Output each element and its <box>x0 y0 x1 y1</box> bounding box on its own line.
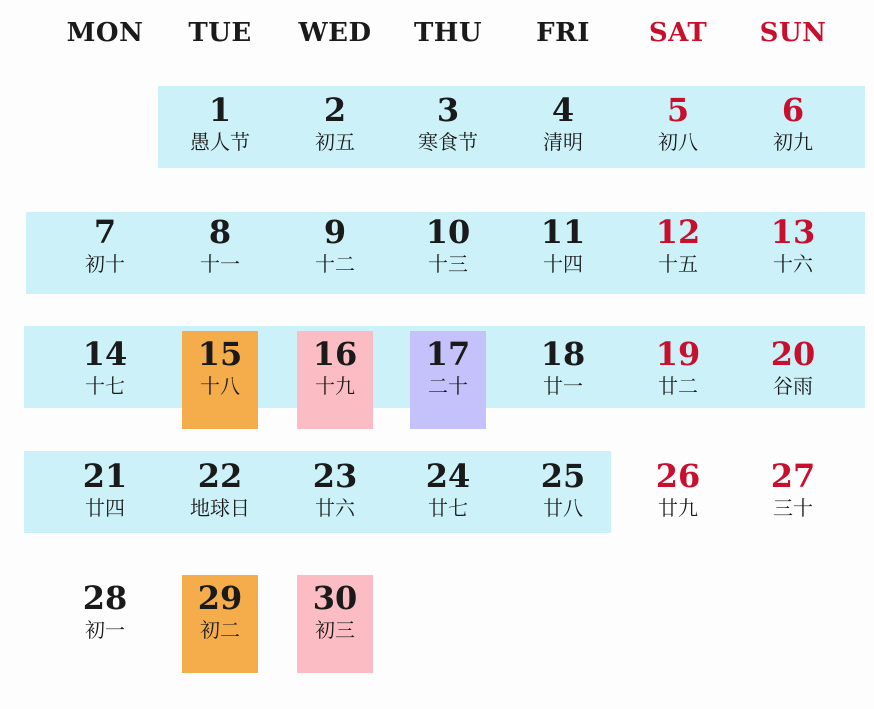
day-number: 11 <box>540 213 586 251</box>
lunar-label: 廿四 <box>85 496 125 520</box>
lunar-label: 初三 <box>315 618 355 642</box>
day-number: 30 <box>312 579 358 617</box>
day-cell[interactable] <box>623 458 733 520</box>
weekday-header-fri: FRI <box>536 18 590 48</box>
day-number: 8 <box>208 213 232 251</box>
lunar-label: 廿一 <box>543 374 583 398</box>
day-cell[interactable] <box>623 214 733 276</box>
lunar-label: 谷雨 <box>773 374 813 398</box>
lunar-label: 十四 <box>543 252 583 276</box>
day-cell[interactable] <box>393 458 503 520</box>
weekday-header-wed: WED <box>298 18 372 48</box>
day-number: 25 <box>540 457 586 495</box>
lunar-label: 初九 <box>773 130 813 154</box>
day-cell[interactable] <box>738 336 848 398</box>
day-cell[interactable] <box>508 458 618 520</box>
day-number: 15 <box>197 335 243 373</box>
day-cell[interactable] <box>623 336 733 398</box>
day-number: 3 <box>436 91 460 129</box>
lunar-label: 寒食节 <box>418 130 478 154</box>
lunar-label: 初二 <box>200 618 240 642</box>
day-cell[interactable] <box>393 336 503 398</box>
day-cell[interactable] <box>508 214 618 276</box>
lunar-label: 初八 <box>658 130 698 154</box>
day-cell[interactable] <box>165 458 275 520</box>
day-cell[interactable] <box>393 92 503 154</box>
day-number: 18 <box>540 335 586 373</box>
day-number: 17 <box>425 335 471 373</box>
day-cell[interactable] <box>738 92 848 154</box>
day-number: 13 <box>770 213 816 251</box>
lunar-label: 地球日 <box>190 496 250 520</box>
weekday-header-thu: THU <box>413 18 483 48</box>
day-number: 2 <box>323 91 347 129</box>
day-cell[interactable] <box>738 214 848 276</box>
lunar-label: 十八 <box>200 374 240 398</box>
day-number: 4 <box>551 91 575 129</box>
day-cell[interactable] <box>280 458 390 520</box>
lunar-label: 初五 <box>315 130 355 154</box>
weekday-header-tue: TUE <box>188 18 252 48</box>
day-cell[interactable] <box>280 580 390 642</box>
lunar-label: 廿八 <box>543 496 583 520</box>
day-number: 28 <box>82 579 128 617</box>
day-number: 19 <box>655 335 701 373</box>
day-number: 21 <box>82 457 128 495</box>
day-number: 16 <box>312 335 358 373</box>
day-cell[interactable] <box>50 458 160 520</box>
lunar-label: 三十 <box>773 496 813 520</box>
day-number: 1 <box>208 91 232 129</box>
day-cell[interactable] <box>623 92 733 154</box>
lunar-label: 十六 <box>773 252 813 276</box>
lunar-label: 初一 <box>85 618 125 642</box>
lunar-label: 清明 <box>543 130 583 154</box>
day-number: 26 <box>655 457 701 495</box>
day-number: 22 <box>197 457 243 495</box>
day-cell[interactable] <box>50 336 160 398</box>
day-cell[interactable] <box>50 580 160 642</box>
lunar-label: 十二 <box>315 252 355 276</box>
lunar-label: 廿二 <box>658 374 698 398</box>
day-number: 9 <box>323 213 347 251</box>
day-number: 10 <box>425 213 471 251</box>
day-number: 20 <box>770 335 816 373</box>
day-number: 6 <box>781 91 805 129</box>
weekday-header-mon: MON <box>66 18 144 48</box>
day-number: 24 <box>425 457 471 495</box>
lunar-label: 二十 <box>428 374 468 398</box>
day-number: 14 <box>82 335 128 373</box>
day-cell[interactable] <box>508 92 618 154</box>
lunar-label: 十五 <box>658 252 698 276</box>
day-cell[interactable] <box>508 336 618 398</box>
day-number: 23 <box>312 457 358 495</box>
lunar-label: 廿九 <box>658 496 698 520</box>
lunar-label: 廿七 <box>428 496 468 520</box>
lunar-label: 廿六 <box>315 496 355 520</box>
day-cell[interactable] <box>165 336 275 398</box>
lunar-label: 十三 <box>428 252 468 276</box>
day-cell[interactable] <box>738 458 848 520</box>
day-number: 12 <box>655 213 701 251</box>
day-number: 5 <box>666 91 690 129</box>
day-cell[interactable] <box>393 214 503 276</box>
day-number: 7 <box>93 213 117 251</box>
lunar-label: 初十 <box>85 252 125 276</box>
day-cell[interactable] <box>280 336 390 398</box>
lunar-label: 愚人节 <box>190 130 250 154</box>
weekday-header-sat: SAT <box>648 18 708 48</box>
weekday-header-sun: SUN <box>759 18 827 48</box>
day-cell[interactable] <box>280 92 390 154</box>
day-number: 27 <box>770 457 816 495</box>
day-cell[interactable] <box>165 214 275 276</box>
day-cell[interactable] <box>280 214 390 276</box>
day-number: 29 <box>197 579 243 617</box>
lunar-label: 十一 <box>200 252 240 276</box>
lunar-label: 十七 <box>85 374 125 398</box>
day-cell[interactable] <box>50 214 160 276</box>
lunar-label: 十九 <box>315 374 355 398</box>
day-cell[interactable] <box>165 92 275 154</box>
day-cell[interactable] <box>165 580 275 642</box>
